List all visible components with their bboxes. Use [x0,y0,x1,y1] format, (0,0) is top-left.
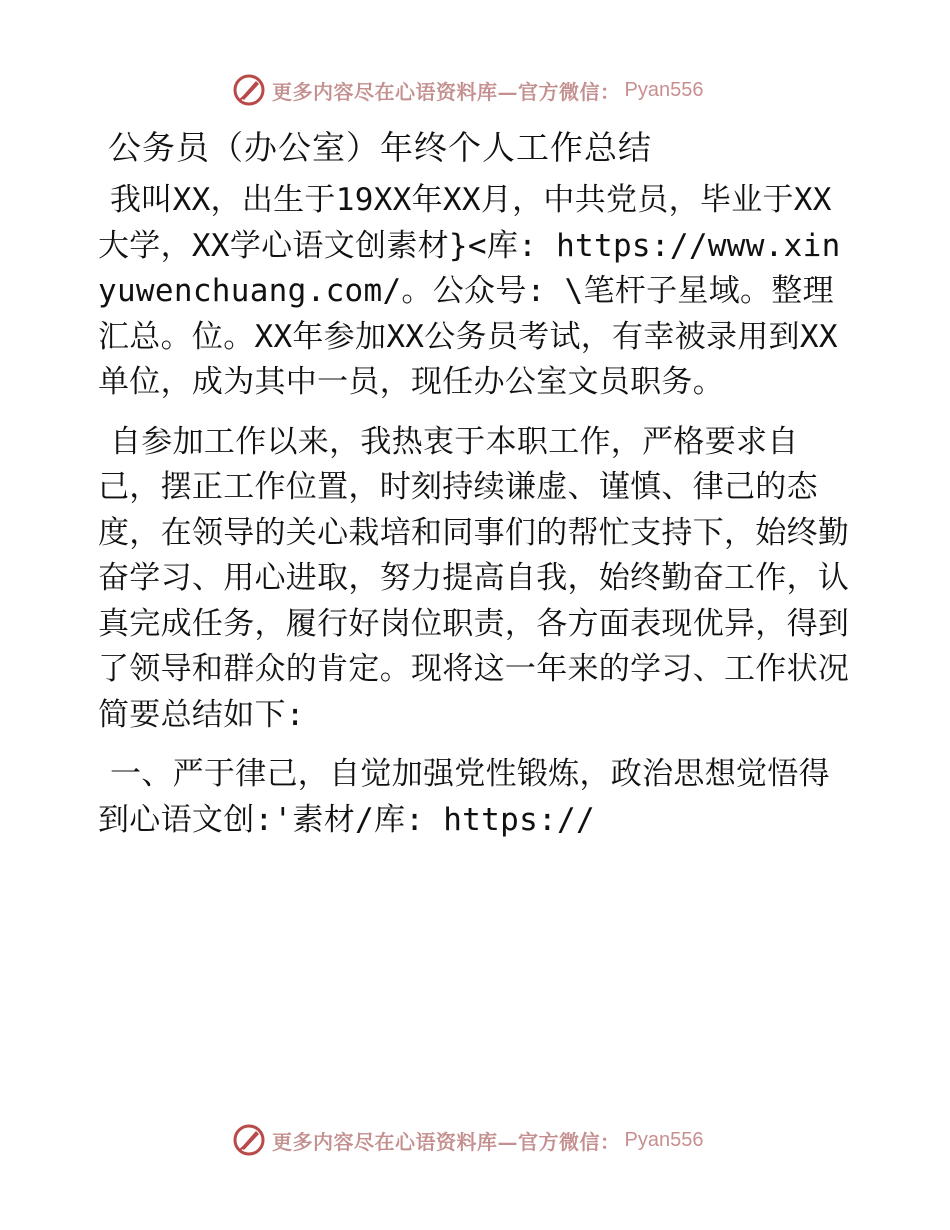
header-banner-handle: Pyan556 [624,78,704,101]
quill-circle-icon [232,73,266,107]
footer-banner [232,1122,703,1158]
footer-banner-text: 更多内容尽在心语资料库—官方微信： [272,1129,621,1154]
paragraph-summary: 自参加工作以来，我热衷于本职工作，严格要求自己，摆正工作位置，时刻持续谦虚、谨慎、律己的态度，在领导的关心栽培和同事们的帮忙支持下，始终勤奋学习、用心进取，努力提高自我，始终勤奋工作，认真完成任务，履行好岗位职责，各方面表现优异，得到了领导和群众的肯定。现将这一年来的学习、工作状况简要总结如下: [98,423,850,733]
document-title: 公务员（办公室）年终个人工作总结 [108,128,652,167]
header-banner-text: 更多内容尽在心语资料库—官方微信： [272,79,621,104]
document-body [98,124,858,857]
header-banner [232,72,703,108]
quill-circle-icon [232,1123,266,1157]
paragraph-intro: 我叫XX，出生于19XX年XX月，中共党员，毕业于XX大学，XX学心语文创素材}<库: https://www.xinyuwenchuang.com/。公众号: \笔杆子星域。整理汇总。位。XX年参加XX公务员考试，有幸被录用到XX单位，成为其中一员，现任办公室文员职务。 [98,182,841,400]
footer-banner-handle: Pyan556 [624,1128,704,1151]
paragraph-section-one: 一、严于律己，自觉加强党性锻炼，政治思想觉悟得到心语文创:'素材/库: https:// [98,756,830,838]
